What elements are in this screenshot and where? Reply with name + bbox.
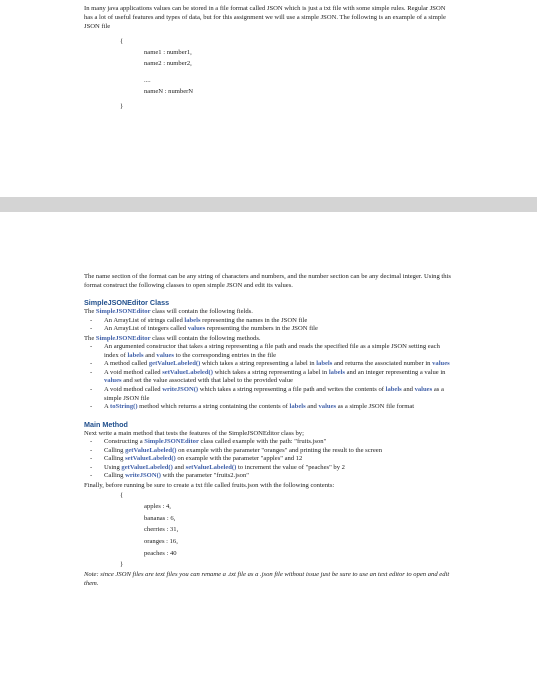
open-brace: { <box>120 37 124 45</box>
fruit-line: cherries : 31, <box>144 526 179 534</box>
fruit-line: oranges : 16, <box>144 537 178 545</box>
class-heading: SimpleJSONEditor Class <box>84 298 170 308</box>
list-item: - A void method called setValueLabeled() which takes a string representing a label in labels and an integer representing a value in values and set the value associated with that label to the provided value <box>104 369 453 386</box>
fruits-lines <box>144 501 453 559</box>
fields-list <box>84 317 453 334</box>
note-paragraph: Note: since JSON files are text files you can rename a .txt file as a .json file without issue just be sure to use an text editor to open and edit them. <box>84 571 450 588</box>
fruit-line: peaches : 40 <box>144 549 177 557</box>
list-item: - A void method called writeJSON() which takes a string representing a file path and writes the contents of labels and values as a simple JSON file <box>104 386 453 403</box>
example-json-block <box>84 36 453 112</box>
list-item: - Constructing a SimpleJSONEditor class called example with the path: "fruits.json" <box>104 438 453 447</box>
json-lines <box>144 47 453 97</box>
fields-intro: The SimpleJSONEditor class will contain the following fields. <box>84 308 253 316</box>
json-line: nameN : numberN <box>144 87 194 95</box>
list-item: - An ArrayList of integers called values representing the numbers in the JSON file <box>104 325 453 334</box>
page-top <box>0 0 537 197</box>
list-item: - A toString() method which returns a string containing the contents of labels and values as a simple JSON file format <box>104 403 453 412</box>
main-heading: Main Method <box>84 419 128 429</box>
list-item: - An ArrayList of strings called labels representing the names in the JSON file <box>104 317 453 326</box>
fruit-line: bananas : 6, <box>144 514 176 522</box>
list-item: - Calling writeJSON() with the parameter "fruits2.json" <box>104 472 453 481</box>
list-item: - Calling setValueLabeled() on example with the parameter "apples" and 12 <box>104 455 453 464</box>
finally-paragraph: Finally, before running be sure to create a txt file called fruits.json with the following contents: <box>84 481 335 489</box>
methods-intro: The SimpleJSONEditor class will contain the following methods. <box>84 334 261 342</box>
fruits-close-brace: } <box>120 561 124 569</box>
list-item: - A method called getValueLabeled() which takes a string representing a label in labels and returns the associated number in values <box>104 360 453 369</box>
page-bottom <box>0 212 537 700</box>
intro-paragraph: In many java applications values can be stored in a file format called JSON which is just a txt file with some simple rules. Regular JSON has a lot of useful features and types of data, but for this assignment we will use a simple JSON. The following is an example of a simple JSON file <box>84 5 446 31</box>
list-item: - An argumented constructor that takes a string representing a file path and reads the specified file as a simple JSON setting each index of labels and values to the corresponding entries in the file <box>104 343 453 360</box>
fruits-json-block <box>84 490 453 570</box>
json-line: name1 : number1, <box>144 48 192 56</box>
list-item: - Calling getValueLabeled() on example with the parameter "oranges" and printing the result to the screen <box>104 447 453 456</box>
json-line: name2 : number2, <box>144 59 192 67</box>
methods-list <box>84 343 453 412</box>
fruits-open-brace: { <box>120 492 124 500</box>
fruit-line: apples : 4, <box>144 503 171 511</box>
format-paragraph: The name section of the format can be any string of characters and numbers, and the number section can be any decimal integer. Using this format construct the following classes to open simple JSON and edit its values. <box>84 273 451 290</box>
close-brace: } <box>120 102 124 110</box>
main-intro: Next write a main method that tests the features of the SimpleJSONEditor class by; <box>84 429 304 437</box>
list-item: - Using getValueLabeled() and setValueLabeled() to increment the value of "peaches" by 2 <box>104 464 453 473</box>
json-line-ellipsis: .... <box>144 76 151 84</box>
steps-list <box>84 438 453 481</box>
